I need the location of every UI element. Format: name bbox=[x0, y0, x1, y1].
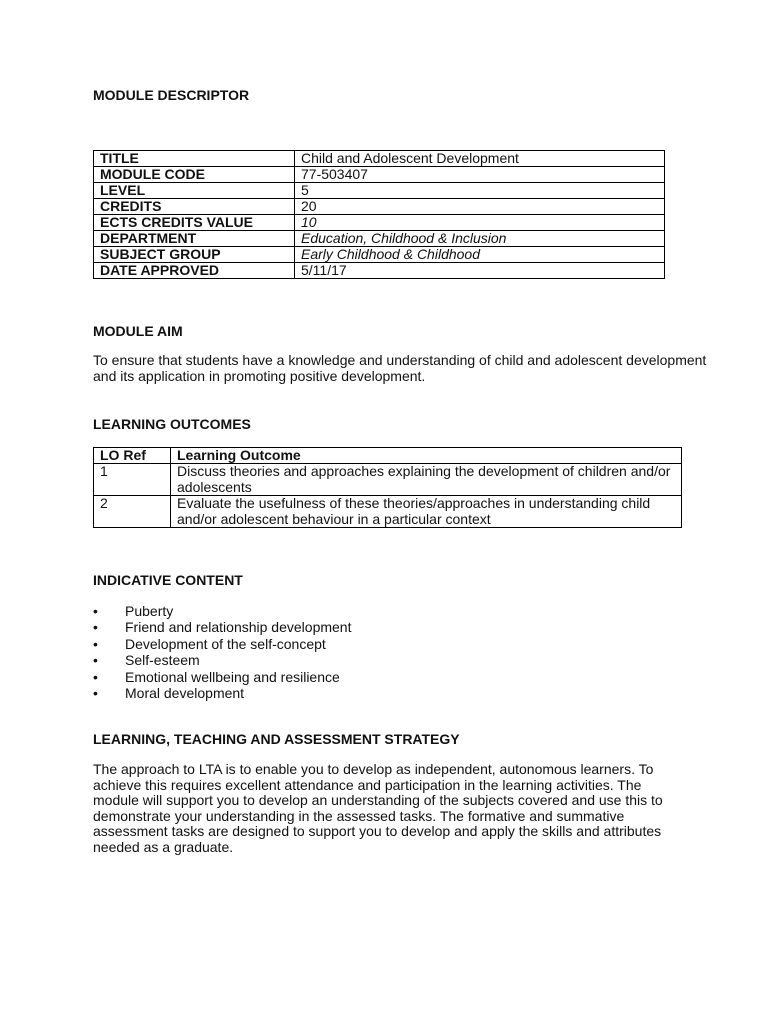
module-aim-heading: MODULE AIM bbox=[93, 323, 183, 339]
table-row bbox=[94, 247, 665, 263]
info-label-module-code: MODULE CODE bbox=[94, 167, 295, 183]
list-item: • Friend and relationship development bbox=[93, 619, 351, 635]
lta-strategy-text: The approach to LTA is to enable you to develop as independent, autonomous learners. To achieve this requires excellent attendance and participation in the learning activities. The module will support you to develop an understanding of the subjects covered and use this to demonstrate your understanding in the assessed tasks. The formative and summative assessment tasks are designed to support you to develop and apply the skills and attributes needed as a graduate. bbox=[93, 761, 663, 855]
info-label-level: LEVEL bbox=[94, 183, 295, 199]
info-value-date-approved: 5/11/17 bbox=[295, 263, 665, 279]
indicative-content-list bbox=[93, 603, 351, 701]
table-row bbox=[94, 199, 665, 215]
info-label-title: TITLE bbox=[94, 151, 295, 167]
list-item: • Moral development bbox=[93, 685, 351, 701]
table-header-row bbox=[94, 448, 682, 464]
table-row bbox=[94, 167, 665, 183]
list-item: • Self-esteem bbox=[93, 652, 351, 668]
info-value-module-code: 77-503407 bbox=[295, 167, 665, 183]
learning-outcomes-heading: LEARNING OUTCOMES bbox=[93, 416, 251, 432]
table-row bbox=[94, 231, 665, 247]
lo-outcome-cell: Discuss theories and approaches explaining the development of children and/or adolescents bbox=[171, 464, 682, 496]
column-header-learning-outcome: Learning Outcome bbox=[171, 448, 682, 464]
info-label-subject-group: SUBJECT GROUP bbox=[94, 247, 295, 263]
table-row bbox=[94, 183, 665, 199]
column-header-lo-ref: LO Ref bbox=[94, 448, 171, 464]
table-row bbox=[94, 496, 682, 528]
info-value-level: 5 bbox=[295, 183, 665, 199]
table-row bbox=[94, 464, 682, 496]
info-value-title: Child and Adolescent Development bbox=[295, 151, 665, 167]
indicative-content-heading: INDICATIVE CONTENT bbox=[93, 572, 243, 588]
document-title: MODULE DESCRIPTOR bbox=[93, 87, 250, 103]
info-value-credits: 20 bbox=[295, 199, 665, 215]
info-label-credits: CREDITS bbox=[94, 199, 295, 215]
info-value-department: Education, Childhood & Inclusion bbox=[295, 231, 665, 247]
table-row bbox=[94, 151, 665, 167]
info-value-ects: 10 bbox=[295, 215, 665, 231]
info-label-ects: ECTS CREDITS VALUE bbox=[94, 215, 295, 231]
info-label-date-approved: DATE APPROVED bbox=[94, 263, 295, 279]
table-row bbox=[94, 263, 665, 279]
learning-outcomes-table bbox=[93, 447, 682, 528]
module-info-table bbox=[93, 150, 665, 279]
list-item: • Development of the self-concept bbox=[93, 636, 351, 652]
lo-ref-cell: 2 bbox=[94, 496, 171, 528]
info-label-department: DEPARTMENT bbox=[94, 231, 295, 247]
list-item: • Puberty bbox=[93, 603, 351, 619]
table-row bbox=[94, 215, 665, 231]
list-item: • Emotional wellbeing and resilience bbox=[93, 669, 351, 685]
lta-strategy-heading: LEARNING, TEACHING AND ASSESSMENT STRATEGY bbox=[93, 731, 460, 747]
module-aim-text: To ensure that students have a knowledge and understanding of child and adolescent development and its application in promoting positive development. bbox=[93, 352, 707, 384]
lo-ref-cell: 1 bbox=[94, 464, 171, 496]
info-value-subject-group: Early Childhood & Childhood bbox=[295, 247, 665, 263]
lo-outcome-cell: Evaluate the usefulness of these theories/approaches in understanding child and/or adolescent behaviour in a particular context bbox=[171, 496, 682, 528]
